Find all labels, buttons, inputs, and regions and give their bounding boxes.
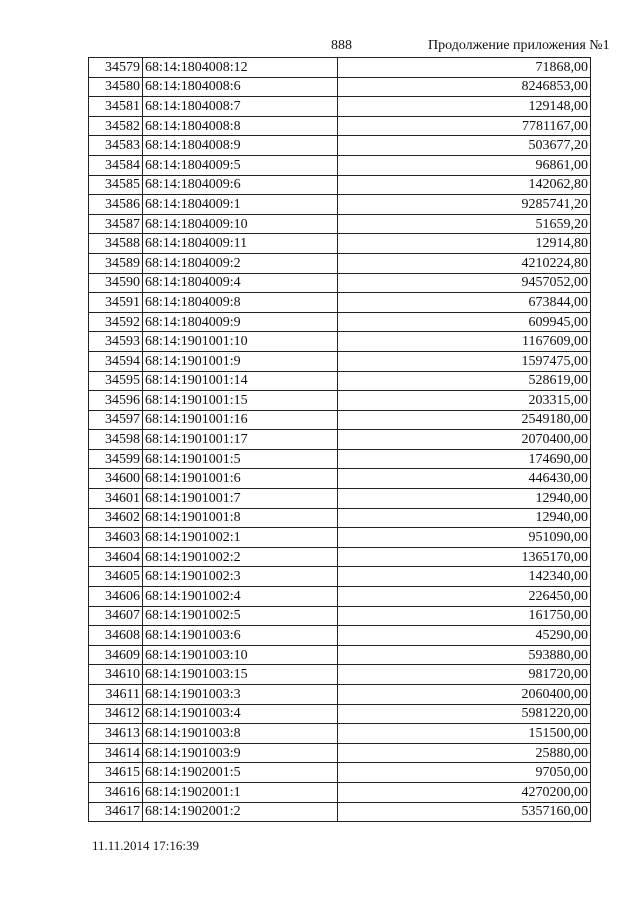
cadastral-number: 68:14:1901002:5	[143, 606, 338, 626]
table-row	[89, 77, 591, 97]
cadastral-value: 8246853,00	[338, 77, 591, 97]
cadastral-number: 68:14:1901001:6	[143, 469, 338, 489]
row-number: 34582	[89, 116, 143, 136]
cadastral-value: 12940,00	[338, 508, 591, 528]
cadastral-value: 161750,00	[338, 606, 591, 626]
row-number: 34600	[89, 469, 143, 489]
cadastral-value: 673844,00	[338, 293, 591, 313]
cadastral-number: 68:14:1804009:4	[143, 273, 338, 293]
row-number: 34584	[89, 155, 143, 175]
row-number: 34597	[89, 410, 143, 430]
row-number: 34586	[89, 195, 143, 215]
cadastral-number: 68:14:1902001:1	[143, 782, 338, 802]
cadastral-number: 68:14:1901003:10	[143, 645, 338, 665]
cadastral-value: 25880,00	[338, 743, 591, 763]
table-row	[89, 449, 591, 469]
cadastral-number: 68:14:1902001:2	[143, 802, 338, 822]
cadastral-value: 1167609,00	[338, 332, 591, 352]
table-row	[89, 528, 591, 548]
table-body	[89, 58, 591, 822]
cadastral-number: 68:14:1901002:4	[143, 587, 338, 607]
table-row	[89, 606, 591, 626]
cadastral-value: 528619,00	[338, 371, 591, 391]
cadastral-value: 2060400,00	[338, 685, 591, 705]
table-row	[89, 155, 591, 175]
cadastral-number: 68:14:1804009:6	[143, 175, 338, 195]
row-number: 34580	[89, 77, 143, 97]
row-number: 34598	[89, 430, 143, 450]
table-row	[89, 351, 591, 371]
table-row	[89, 195, 591, 215]
row-number: 34599	[89, 449, 143, 469]
cadastral-number: 68:14:1901003:8	[143, 724, 338, 744]
cadastral-value: 151500,00	[338, 724, 591, 744]
table-row	[89, 312, 591, 332]
table-row	[89, 273, 591, 293]
cadastral-number: 68:14:1901001:8	[143, 508, 338, 528]
table-row	[89, 58, 591, 78]
cadastral-number: 68:14:1901003:9	[143, 743, 338, 763]
cadastral-value: 503677,20	[338, 136, 591, 156]
cadastral-value: 2549180,00	[338, 410, 591, 430]
cadastral-number: 68:14:1901002:3	[143, 567, 338, 587]
continuation-title: Продолжение приложения №1	[428, 38, 610, 53]
table-row	[89, 116, 591, 136]
table-row	[89, 469, 591, 489]
cadastral-value: 96861,00	[338, 155, 591, 175]
cadastral-number: 68:14:1804008:9	[143, 136, 338, 156]
cadastral-number: 68:14:1901001:5	[143, 449, 338, 469]
cadastral-value: 1597475,00	[338, 351, 591, 371]
cadastral-number: 68:14:1901002:2	[143, 547, 338, 567]
cadastral-value: 1365170,00	[338, 547, 591, 567]
row-number: 34614	[89, 743, 143, 763]
table-row	[89, 724, 591, 744]
cadastral-number: 68:14:1901001:16	[143, 410, 338, 430]
row-number: 34611	[89, 685, 143, 705]
table-row	[89, 214, 591, 234]
cadastral-number: 68:14:1901001:7	[143, 489, 338, 509]
cadastral-value: 5981220,00	[338, 704, 591, 724]
row-number: 34594	[89, 351, 143, 371]
cadastral-number: 68:14:1901003:6	[143, 626, 338, 646]
row-number: 34593	[89, 332, 143, 352]
cadastral-value: 981720,00	[338, 665, 591, 685]
cadastral-value: 129148,00	[338, 97, 591, 117]
cadastral-number: 68:14:1901001:9	[143, 351, 338, 371]
table-row	[89, 391, 591, 411]
table-row	[89, 743, 591, 763]
cadastral-value: 2070400,00	[338, 430, 591, 450]
row-number: 34610	[89, 665, 143, 685]
cadastral-number: 68:14:1901003:4	[143, 704, 338, 724]
row-number: 34591	[89, 293, 143, 313]
cadastral-value: 609945,00	[338, 312, 591, 332]
cadastral-number: 68:14:1804008:6	[143, 77, 338, 97]
row-number: 34605	[89, 567, 143, 587]
row-number: 34615	[89, 763, 143, 783]
cadastral-value: 9457052,00	[338, 273, 591, 293]
row-number: 34581	[89, 97, 143, 117]
page-number: 888	[331, 38, 352, 53]
cadastral-value: 593880,00	[338, 645, 591, 665]
row-number: 34613	[89, 724, 143, 744]
row-number: 34579	[89, 58, 143, 78]
table-row	[89, 175, 591, 195]
row-number: 34609	[89, 645, 143, 665]
cadastral-number: 68:14:1804009:11	[143, 234, 338, 254]
cadastral-value: 174690,00	[338, 449, 591, 469]
cadastral-number: 68:14:1804008:8	[143, 116, 338, 136]
cadastral-number: 68:14:1804009:5	[143, 155, 338, 175]
row-number: 34601	[89, 489, 143, 509]
row-number: 34612	[89, 704, 143, 724]
table-row	[89, 293, 591, 313]
cadastral-number: 68:14:1901003:15	[143, 665, 338, 685]
table-row	[89, 802, 591, 822]
table-row	[89, 253, 591, 273]
row-number: 34589	[89, 253, 143, 273]
cadastral-value: 142340,00	[338, 567, 591, 587]
table-row	[89, 782, 591, 802]
cadastral-number: 68:14:1804009:9	[143, 312, 338, 332]
cadastral-number: 68:14:1901003:3	[143, 685, 338, 705]
table-row	[89, 645, 591, 665]
cadastral-value: 203315,00	[338, 391, 591, 411]
table-row	[89, 489, 591, 509]
cadastral-value: 142062,80	[338, 175, 591, 195]
row-number: 34607	[89, 606, 143, 626]
table-row	[89, 234, 591, 254]
row-number: 34606	[89, 587, 143, 607]
cadastral-number: 68:14:1804009:8	[143, 293, 338, 313]
table-row	[89, 97, 591, 117]
cadastral-number: 68:14:1804009:2	[143, 253, 338, 273]
row-number: 34617	[89, 802, 143, 822]
row-number: 34616	[89, 782, 143, 802]
cadastral-number: 68:14:1901001:14	[143, 371, 338, 391]
table-row	[89, 763, 591, 783]
table-row	[89, 685, 591, 705]
cadastral-value: 51659,20	[338, 214, 591, 234]
table-row	[89, 508, 591, 528]
cadastral-number: 68:14:1804008:12	[143, 58, 338, 78]
cadastral-value: 951090,00	[338, 528, 591, 548]
row-number: 34604	[89, 547, 143, 567]
cadastral-value: 12940,00	[338, 489, 591, 509]
table-row	[89, 371, 591, 391]
cadastral-number: 68:14:1901001:15	[143, 391, 338, 411]
print-timestamp: 11.11.2014 17:16:39	[92, 838, 200, 853]
cadastral-number: 68:14:1901002:1	[143, 528, 338, 548]
cadastral-value: 446430,00	[338, 469, 591, 489]
cadastral-number: 68:14:1804009:10	[143, 214, 338, 234]
table-row	[89, 430, 591, 450]
cadastral-value: 5357160,00	[338, 802, 591, 822]
cadastral-value: 45290,00	[338, 626, 591, 646]
cadastral-value: 71868,00	[338, 58, 591, 78]
cadastral-number: 68:14:1901001:10	[143, 332, 338, 352]
cadastral-value: 226450,00	[338, 587, 591, 607]
table-row	[89, 410, 591, 430]
table-row	[89, 136, 591, 156]
table-row	[89, 567, 591, 587]
row-number: 34603	[89, 528, 143, 548]
row-number: 34587	[89, 214, 143, 234]
cadastral-number: 68:14:1901001:17	[143, 430, 338, 450]
cadastral-value: 4210224,80	[338, 253, 591, 273]
cadastral-value: 9285741,20	[338, 195, 591, 215]
cadastral-value: 7781167,00	[338, 116, 591, 136]
row-number: 34608	[89, 626, 143, 646]
cadastral-value: 4270200,00	[338, 782, 591, 802]
table-row	[89, 626, 591, 646]
table-row	[89, 587, 591, 607]
cadastral-value: 12914,80	[338, 234, 591, 254]
table-row	[89, 332, 591, 352]
cadastral-number: 68:14:1804008:7	[143, 97, 338, 117]
row-number: 34583	[89, 136, 143, 156]
row-number: 34595	[89, 371, 143, 391]
row-number: 34585	[89, 175, 143, 195]
cadastral-number: 68:14:1902001:5	[143, 763, 338, 783]
row-number: 34596	[89, 391, 143, 411]
row-number: 34592	[89, 312, 143, 332]
row-number: 34588	[89, 234, 143, 254]
row-number: 34590	[89, 273, 143, 293]
table-row	[89, 547, 591, 567]
registry-table	[88, 57, 591, 822]
table-row	[89, 704, 591, 724]
cadastral-value: 97050,00	[338, 763, 591, 783]
row-number: 34602	[89, 508, 143, 528]
table-row	[89, 665, 591, 685]
cadastral-number: 68:14:1804009:1	[143, 195, 338, 215]
